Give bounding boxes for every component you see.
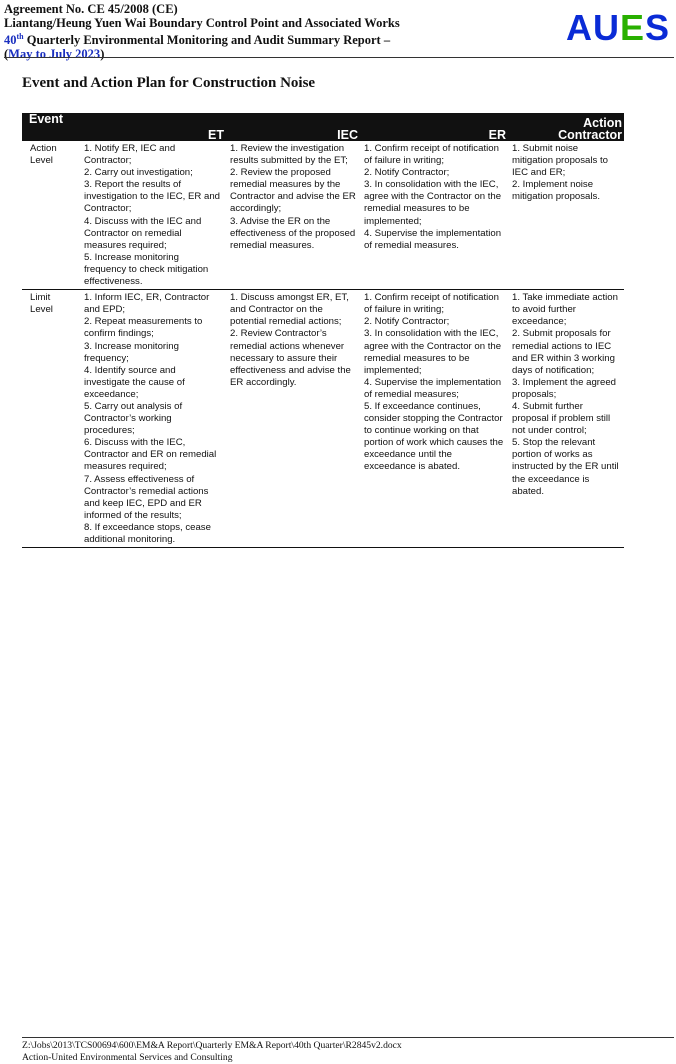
report-number-suffix: th: [16, 32, 24, 41]
iec-cell: 1. Review the investigation results submitted by the ET; 2. Review the proposed remedial measures by the Contractor and advise the ER accordingly; 3. Advise the ER on the effectiveness of the proposed remedial measures.: [230, 143, 356, 251]
et-cell: 1. Notify ER, IEC and Contractor; 2. Carry out investigation; 3. Report the results of investigation to the IEC, ER and Contractor; 4. Discuss with the IEC and Contractor on remedial measures required; 5. Increase monitoring frequency to check mitigation effectiveness.: [84, 143, 220, 288]
header-iec: IEC: [226, 113, 360, 141]
project-title: Liantang/Heung Yuen Wai Boundary Control Point and Associated Works: [4, 16, 400, 30]
footer-divider: [22, 1037, 674, 1038]
contractor-cell: 1. Submit noise mitigation proposals to IEC and ER; 2. Implement noise mitigation proposals.: [512, 143, 608, 203]
er-cell: 1. Confirm receipt of notification of failure in writing; 2. Notify Contractor; 3. In consolidation with the IEC, agree with the Contractor on the remedial measures to be implemented; 4. Supervise the implementation of remedial measures.: [364, 143, 502, 251]
page-header: [4, 2, 672, 62]
page-footer: [22, 1040, 402, 1064]
et-cell: 1. Inform IEC, ER, Contractor and EPD; 2. Repeat measurements to confirm findings; 3. Increase monitoring frequency; 4. Identify source and investigate the cause of exceedance; 5. Carry out analysis of Contractor’s working procedures; 6. Discuss with the IEC, Contractor and ER on remedial measures required; 7. Assess effectiveness of Contractor’s remedial actions and keep IEC, EPD and ER informed of the results; 8. If exceedance stops, cease additional monitoring.: [80, 290, 226, 548]
report-title-text: Quarterly Environmental Monitoring and Audit Summary Report –: [23, 33, 391, 48]
company-name: Action-United Environmental Services and Consulting: [22, 1052, 233, 1063]
header-divider: [4, 57, 674, 58]
file-path: Z:\Jobs\2013\TCS00694\600\EM&A Report\Quarterly EM&A Report\40th Quarter\R2845v2.docx: [22, 1040, 402, 1051]
er-cell: 1. Confirm receipt of notification of failure in writing; 2. Notify Contractor; 3. In consolidation with the IEC, agree with the Contractor on the remedial measures to be implemented; 4. Supervise the implementation of remedial measures; 5. If exceedance continues, consider stopping the Contractor to continue working on that portion of work which causes the exceedance until the exceedance is abated.: [360, 290, 508, 548]
header-contractor: Action Contractor: [508, 113, 624, 141]
event-cell: Action Level: [30, 143, 57, 167]
report-period-text: May to July 2023: [8, 47, 101, 62]
report-period: (May to July 2023): [4, 47, 105, 62]
agreement-number: Agreement No. CE 45/2008 (CE): [4, 2, 178, 16]
report-number: 40: [4, 33, 17, 48]
table-header-row: [22, 113, 624, 141]
iec-cell: 1. Discuss amongst ER, ET, and Contractor on the potential remedial actions; 2. Review Contractor’s remedial actions whenever necessary to assure their effectiveness and advise the ER accordingly.: [226, 290, 360, 548]
contractor-cell: 1. Take immediate action to avoid further exceedance; 2. Submit proposals for remedial actions to IEC and ER within 3 working days of notification; 3. Implement the agreed proposals; 4. Submit further proposal if problem still not under control; 5. Stop the relevant portion of works as instructed by the ER until the exceedance is abated.: [508, 290, 624, 548]
header-er: ER: [360, 113, 508, 141]
section-title: Event and Action Plan for Construction Noise: [22, 75, 316, 91]
event-action-plan-table: [22, 113, 624, 548]
table-row: [22, 141, 624, 290]
header-event: Event: [22, 113, 80, 141]
header-et: ET: [80, 113, 226, 141]
aues-logo: AUES: [565, 7, 670, 48]
table-row: [22, 290, 624, 548]
event-cell: Limit Level: [22, 290, 80, 548]
